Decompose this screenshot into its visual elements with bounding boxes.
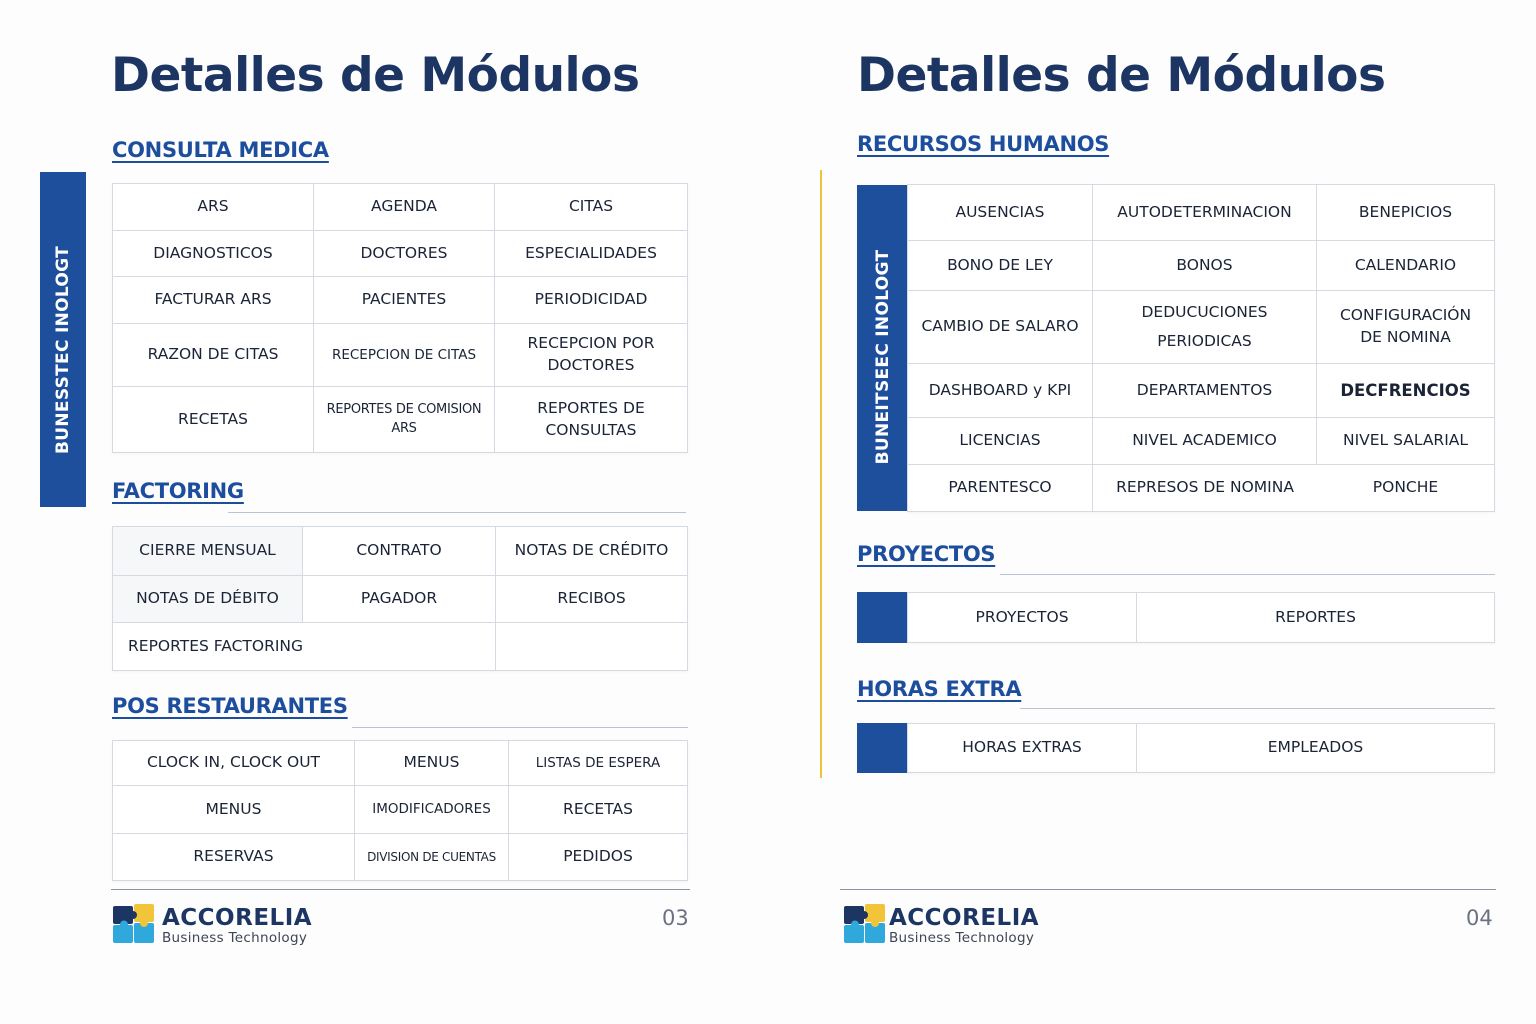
consulta-medica-grid <box>112 183 688 453</box>
module-cell[interactable]: FACTURAR ARS <box>113 277 314 324</box>
recursos-humanos-grid <box>907 184 1495 512</box>
section-rule <box>228 512 686 513</box>
module-cell[interactable]: BENEPICIOS <box>1317 185 1494 241</box>
module-cell[interactable]: AUSENCIAS <box>908 185 1093 241</box>
module-cell[interactable]: CONFIGURACIÓN DE NOMINA <box>1317 291 1494 364</box>
pos-restaurantes-grid <box>112 740 688 881</box>
module-cell[interactable]: ESPECIALIDADES <box>495 231 687 277</box>
module-cell[interactable]: RECETAS <box>113 387 314 452</box>
module-cell[interactable]: NIVEL ACADEMICO <box>1093 418 1317 465</box>
module-cell[interactable]: CIERRE MENSUAL <box>113 527 303 576</box>
module-cell[interactable]: CALENDARIO <box>1317 241 1494 291</box>
module-cell[interactable]: RECEPCION DE CITAS <box>314 324 495 387</box>
module-cell[interactable]: RAZON DE CITAS <box>113 324 314 387</box>
footer-rule <box>840 889 1496 890</box>
module-cell[interactable]: BONOS <box>1093 241 1317 291</box>
module-cell[interactable]: LICENCIAS <box>908 418 1093 465</box>
section-heading-proyectos: PROYECTOS <box>857 542 996 566</box>
page-number: 04 <box>1466 906 1493 930</box>
module-cell[interactable]: PROYECTOS <box>908 593 1137 642</box>
module-cell[interactable]: PERIODICIDAD <box>495 277 687 324</box>
module-cell[interactable]: NIVEL SALARIAL <box>1317 418 1494 465</box>
row-marker-block <box>857 592 907 643</box>
module-cell[interactable]: CAMBIO DE SALARO <box>908 291 1093 364</box>
module-cell[interactable]: REPRESOS DE NOMINA <box>1116 478 1294 497</box>
module-cell[interactable]: ARS <box>113 184 314 231</box>
module-cell[interactable]: NOTAS DE DÉBITO <box>113 576 303 623</box>
section-heading-pos-restaurantes: POS RESTAURANTES <box>112 694 348 718</box>
module-cell[interactable]: AGENDA <box>314 184 495 231</box>
side-band-label: BUNESSTEC INOLOGT <box>53 246 73 454</box>
module-cell[interactable]: RECEPCION POR DOCTORES <box>495 324 687 387</box>
page-number: 03 <box>662 906 689 930</box>
module-cell[interactable]: RECIBOS <box>496 576 687 623</box>
footer-rule <box>111 889 690 890</box>
module-cell[interactable]: REPORTES DE COMISION ARS <box>314 387 495 452</box>
module-cell[interactable]: EMPLEADOS <box>1267 738 1364 757</box>
module-cell[interactable]: AUTODETERMINACION <box>1093 185 1317 241</box>
factoring-grid <box>112 526 688 671</box>
section-heading-factoring: FACTORING <box>112 479 244 503</box>
page-title: Detalles de Módulos <box>111 48 640 103</box>
module-cell[interactable]: REPORTES FACTORING <box>113 623 496 670</box>
module-cell[interactable]: DOCTORES <box>314 231 495 277</box>
module-cell[interactable]: RESERVAS <box>113 834 355 880</box>
accorelia-puzzle-logo-icon <box>112 903 158 945</box>
module-cell[interactable]: DASHBOARD y KPI <box>908 364 1093 418</box>
brand-tagline: Business Technology <box>889 930 1035 946</box>
side-band-label: BUNEITSEEC INOLOGT <box>873 249 893 465</box>
module-cell[interactable]: LISTAS DE ESPERA <box>509 741 687 786</box>
module-cell[interactable]: REPORTES DE CONSULTAS <box>537 398 645 439</box>
brand-name: ACCORELIA <box>889 905 1040 931</box>
empty-cell <box>496 623 687 670</box>
brand-name: ACCORELIA <box>162 905 313 931</box>
module-cell[interactable]: CONTRATO <box>303 527 496 576</box>
module-cell[interactable]: IMODIFICADORES <box>355 786 509 834</box>
section-rule <box>352 727 688 728</box>
module-cell[interactable]: DECFRENCIOS <box>1317 364 1494 418</box>
gold-accent-line <box>820 170 822 778</box>
module-cell[interactable]: MENUS <box>355 741 509 786</box>
horas-extra-grid <box>907 723 1495 773</box>
module-cell[interactable]: PAGADOR <box>303 576 496 623</box>
module-cell[interactable]: CITAS <box>495 184 687 231</box>
brand-tagline: Business Technology <box>162 930 308 946</box>
section-rule <box>1000 574 1495 575</box>
section-heading-horas-extra: HORAS EXTRA <box>857 677 1022 701</box>
module-cell[interactable]: HORAS EXTRAS <box>908 724 1137 772</box>
module-cell[interactable]: DIVISION DE CUENTAS <box>355 834 509 880</box>
module-cell[interactable]: DEPARTAMENTOS <box>1093 364 1317 418</box>
module-cell[interactable]: DIAGNOSTICOS <box>113 231 314 277</box>
module-cell[interactable]: PARENTESCO <box>908 465 1093 511</box>
module-cell[interactable]: RECETAS <box>509 786 687 834</box>
page-04 <box>768 0 1536 1024</box>
module-cell[interactable]: BONO DE LEY <box>908 241 1093 291</box>
module-cell[interactable]: PACIENTES <box>314 277 495 324</box>
proyectos-grid <box>907 592 1495 643</box>
module-cell[interactable]: PEDIDOS <box>563 847 633 866</box>
section-heading-recursos-humanos: RECURSOS HUMANOS <box>857 132 1110 156</box>
module-cell[interactable]: NOTAS DE CRÉDITO <box>496 527 687 576</box>
module-cell[interactable]: CLOCK IN, CLOCK OUT <box>113 741 355 786</box>
module-cell[interactable]: PONCHE <box>1372 478 1439 497</box>
page-title: Detalles de Módulos <box>857 48 1386 103</box>
module-cell[interactable]: REPORTES <box>1275 607 1356 626</box>
section-heading-consulta-medica: CONSULTA MEDICA <box>112 138 329 162</box>
module-cell[interactable]: MENUS <box>113 786 355 834</box>
module-cell[interactable]: DEDUCUCIONES PERIODICAS <box>1093 291 1317 364</box>
section-rule <box>1020 708 1495 709</box>
row-marker-block <box>857 723 907 773</box>
accorelia-puzzle-logo-icon <box>843 903 889 945</box>
